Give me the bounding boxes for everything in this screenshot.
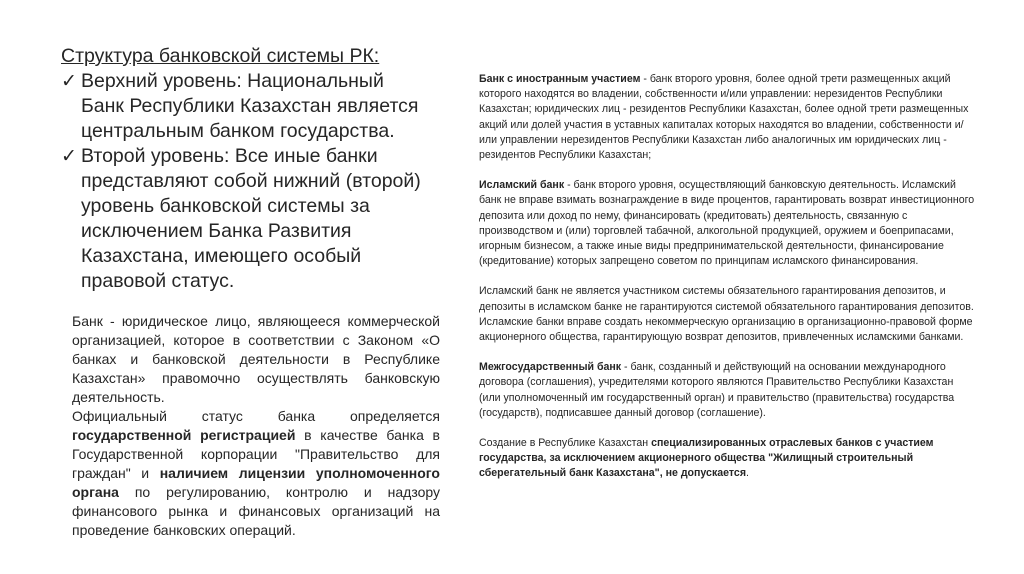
checkmark-icon: ✓ bbox=[61, 146, 77, 167]
page-title: Структура банковской системы РК: bbox=[61, 45, 380, 67]
interstate-bank-paragraph: Межгосударственный банк - банк, созданный и действующий на основании международного договора (соглашения), учредителями которого являются Правительство Республики Казахстан (или уполномоченный им государственный орган) и правительство (правительства) государства (государств), подписавшее данный договор (соглашение). bbox=[479, 361, 955, 419]
bullet-text: Второй уровень: Все иные банки представляют собой нижний (второй) уровень банковской системы за исключением Банка Развития Казахстана, имеющего особый правовой статус. bbox=[81, 145, 421, 292]
specialized-banks-paragraph: Создание в Республике Казахстан специализированных отраслевых банков с участием государства, за исключением акционерного общества "Жилищный строительный сберегательный банк Казахстана", не допускается. bbox=[479, 437, 934, 480]
foreign-bank-paragraph: Банк с иностранным участием - банк второго уровня, более одной трети размещенных акций которого находятся во владении, собственности и/или управлении: нерезидентов Республики Казахстан; юридических лиц - резидентов Республики Казахстан, более одной трети размещенных акций или долей участия в уставных капиталах которых находятся во владении, собственности и/или управлении нерезидентов Республики Казахстан либо аналогичных им юридических лиц - резидентов Республики Казахстан; bbox=[479, 73, 969, 162]
islamic-bank-paragraph: Исламский банк - банк второго уровня, осуществляющий банковскую деятельность. Исламский банк не вправе взимать вознаграждение в виде процентов, гарантировать возврат инвестиционного депозита или доход по нему, финансировать (кредитовать) деятельность, связанную с производством и (или) торговлей табачной, алкогольной продукцией, оружием и боеприпасами, игорным бизнесом, а также иные виды предпринимательской деятельности, финансирование (кредитование) которых запрещено советом по принципам исламского финансирования. bbox=[479, 179, 975, 268]
bank-definition-paragraph: Банк - юридическое лицо, являющееся коммерческой организацией, которое в соответствии с Законом «О банках и банковской деятельности в Республике Казахстан» правомочно осуществлять банковскую деятельность. bbox=[72, 313, 440, 405]
checkmark-icon: ✓ bbox=[61, 71, 77, 92]
islamic-bank-deposits-paragraph: Исламский банк не является участником системы обязательного гарантирования депозитов, и депозиты в исламском банке не гарантируются системой обязательного гарантирования депозитов. Исламские банки вправе создать некоммерческую организацию в организационно-правовой форме акционерного общества, гарантирующую возврат депозитов, привлеченных исламскими банками. bbox=[479, 285, 974, 344]
right-column-text bbox=[479, 72, 975, 497]
bullet-item bbox=[61, 144, 431, 294]
left-body-text bbox=[72, 312, 440, 540]
official-status-paragraph: Официальный статус банка определяется государственной регистрацией в качестве банка в Государственной корпорации "Правительство для граждан" и наличием лицензии уполномоченного органа по регулированию, контролю и надзору финансового рынка и финансовых организаций на проведение банковских операций. bbox=[72, 408, 440, 538]
bullet-item bbox=[61, 69, 431, 144]
bullet-text: Верхний уровень: Национальный Банк Республики Казахстан является центральным банком государства. bbox=[81, 70, 419, 142]
left-heading-block bbox=[61, 44, 431, 294]
